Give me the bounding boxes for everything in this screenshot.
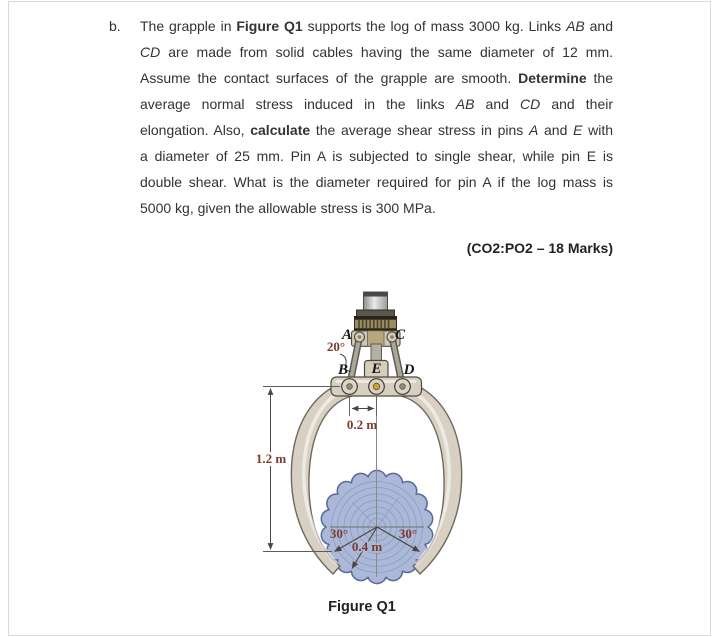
text-run: calculate [250,122,311,138]
text-run: are made from solid cables having the same diameter of 12 mm. [160,44,613,60]
pin-A [355,332,365,342]
pin-E [369,379,385,395]
point-label-b: B [337,362,349,378]
text-run: 5000 kg, given the allowable stress is 300 MPa. [140,200,436,216]
dimension-0-2m [347,397,378,432]
text-run: and their [540,96,614,112]
text-run: and [474,96,520,112]
text-run: CD [520,96,541,112]
text-run: the [586,70,613,86]
question-line [140,65,613,91]
angle-30-right-label: 30° [398,526,418,541]
text-run: elongation. Also, [140,122,251,138]
figure-q1-diagram [250,285,512,585]
text-run: and [538,122,574,138]
point-label-e: E [371,361,382,377]
point-label-a: A [341,327,353,343]
angle-30-left-label: 30° [329,526,349,541]
threaded-collar [355,310,397,332]
question-line [140,91,613,117]
question-text [140,13,613,221]
question-line [140,39,613,65]
text-run: E [573,122,583,138]
height-dimension-label: 1.2 m [255,451,287,466]
text-run: Determine [518,70,587,86]
text-run: AB [455,96,475,112]
question-item-label: b. [109,18,121,34]
question-line [140,117,613,143]
figure-caption: Figure Q1 [328,599,396,615]
text-run: Assume the contact surfaces of the grapple are smooth. [140,70,519,86]
pin-B [342,379,358,395]
text-run: AB [566,18,585,34]
grapple-shaft [364,292,388,311]
question-line [140,169,613,195]
question-line [140,195,613,221]
text-run: CD [140,44,161,60]
pin-spacing-label: 0.2 m [346,417,378,432]
text-run: Figure Q1 [236,18,303,34]
marks-allocation: (CO2:PO2 – 18 Marks) [466,240,613,256]
text-run: The grapple in [140,18,237,34]
text-run: and [584,18,613,34]
text-run: A [528,122,539,138]
link-angle-label: 20° [326,339,346,354]
text-run: with [582,122,613,138]
question-line [140,143,613,169]
question-line [140,13,613,39]
text-run: average normal stress induced in the links [140,96,456,112]
log-radius-label: 0.4 m [351,539,383,554]
text-run: supports the log of mass 3000 kg. Links [302,18,567,34]
text-run: a diameter of 25 mm. Pin A is subjected to single shear, while pin E is [140,148,613,164]
point-label-c: C [394,327,406,343]
text-run: double shear. What is the diameter required for pin A if the log mass is [140,174,613,190]
text-run: the average shear stress in pins [310,122,529,138]
pin-D [395,379,411,395]
point-label-d: D [403,362,415,378]
